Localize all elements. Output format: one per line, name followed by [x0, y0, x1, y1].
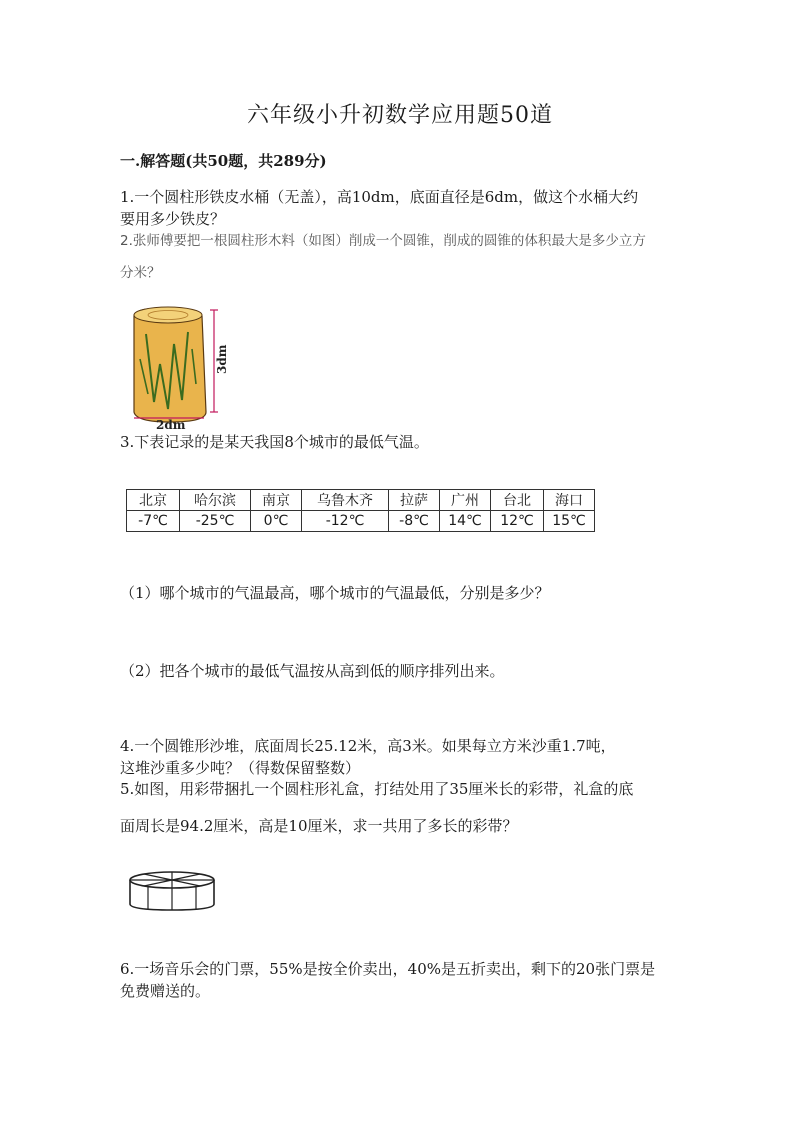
question-1-line-1: 1.一个圆柱形铁皮水桶（无盖），高10dm，底面直径是6dm，做这个水桶大约: [120, 188, 639, 206]
table-cell: 拉萨: [389, 490, 440, 511]
height-label: 3dm: [215, 344, 229, 374]
question-5-line-1: 5.如图，用彩带捆扎一个圆柱形礼盒，打结处用了35厘米长的彩带，礼盒的底: [120, 780, 634, 798]
table-cell: 12℃: [491, 511, 544, 532]
question-2-line-2: 分米？: [120, 265, 161, 281]
table-cell: 台北: [491, 490, 544, 511]
table-cell: 广州: [440, 490, 491, 511]
table-cell: 北京: [127, 490, 180, 511]
question-2-line-1: 2.张师傅要把一根圆柱形木料（如图）削成一个圆锥，削成的圆锥的体积最大是多少立方: [120, 233, 646, 249]
wooden-log-figure: [126, 304, 236, 430]
table-cell: 15℃: [544, 511, 595, 532]
question-4-line-1: 4.一个圆锥形沙堆，底面周长25.12米，高3米。如果每立方米沙重1.7吨，: [120, 737, 616, 755]
question-5-line-2: 面周长是94.2厘米，高是10厘米，求一共用了多长的彩带？: [120, 817, 518, 835]
table-cell: -25℃: [180, 511, 251, 532]
question-6-line-1: 6.一场音乐会的门票，55%是按全价卖出，40%是五折卖出，剩下的20张门票是: [120, 960, 656, 978]
table-row-cities: [127, 490, 595, 511]
question-3-sub-2: （2）把各个城市的最低气温按从高到低的顺序排列出来。: [120, 662, 505, 680]
width-label: 2dm: [156, 418, 186, 430]
table-cell: 南京: [251, 490, 302, 511]
question-6: [120, 958, 690, 1002]
question-1: [120, 186, 690, 230]
table-cell: -7℃: [127, 511, 180, 532]
table-cell: -12℃: [302, 511, 389, 532]
question-6-line-2: 免费赠送的。: [120, 982, 211, 1000]
table-cell: 乌鲁木齐: [302, 490, 389, 511]
gift-box-figure: [126, 868, 220, 914]
table-cell: 14℃: [440, 511, 491, 532]
question-3-sub-1: （1）哪个城市的气温最高，哪个城市的气温最低，分别是多少？: [120, 584, 550, 602]
table-row-temps: [127, 511, 595, 532]
section-heading: 一.解答题(共50题，共289分): [120, 152, 327, 170]
table-cell: 海口: [544, 490, 595, 511]
temperature-table: [126, 489, 595, 532]
question-3: 3.下表记录的是某天我国8个城市的最低气温。: [120, 433, 429, 451]
table-cell: -8℃: [389, 511, 440, 532]
page-title: 六年级小升初数学应用题50道: [247, 103, 553, 128]
table-cell: 0℃: [251, 511, 302, 532]
table-cell: 哈尔滨: [180, 490, 251, 511]
question-1-line-2: 要用多少铁皮？: [120, 210, 226, 228]
question-4: [120, 735, 690, 779]
question-4-line-2: 这堆沙重多少吨？（得数保留整数）: [120, 759, 361, 777]
